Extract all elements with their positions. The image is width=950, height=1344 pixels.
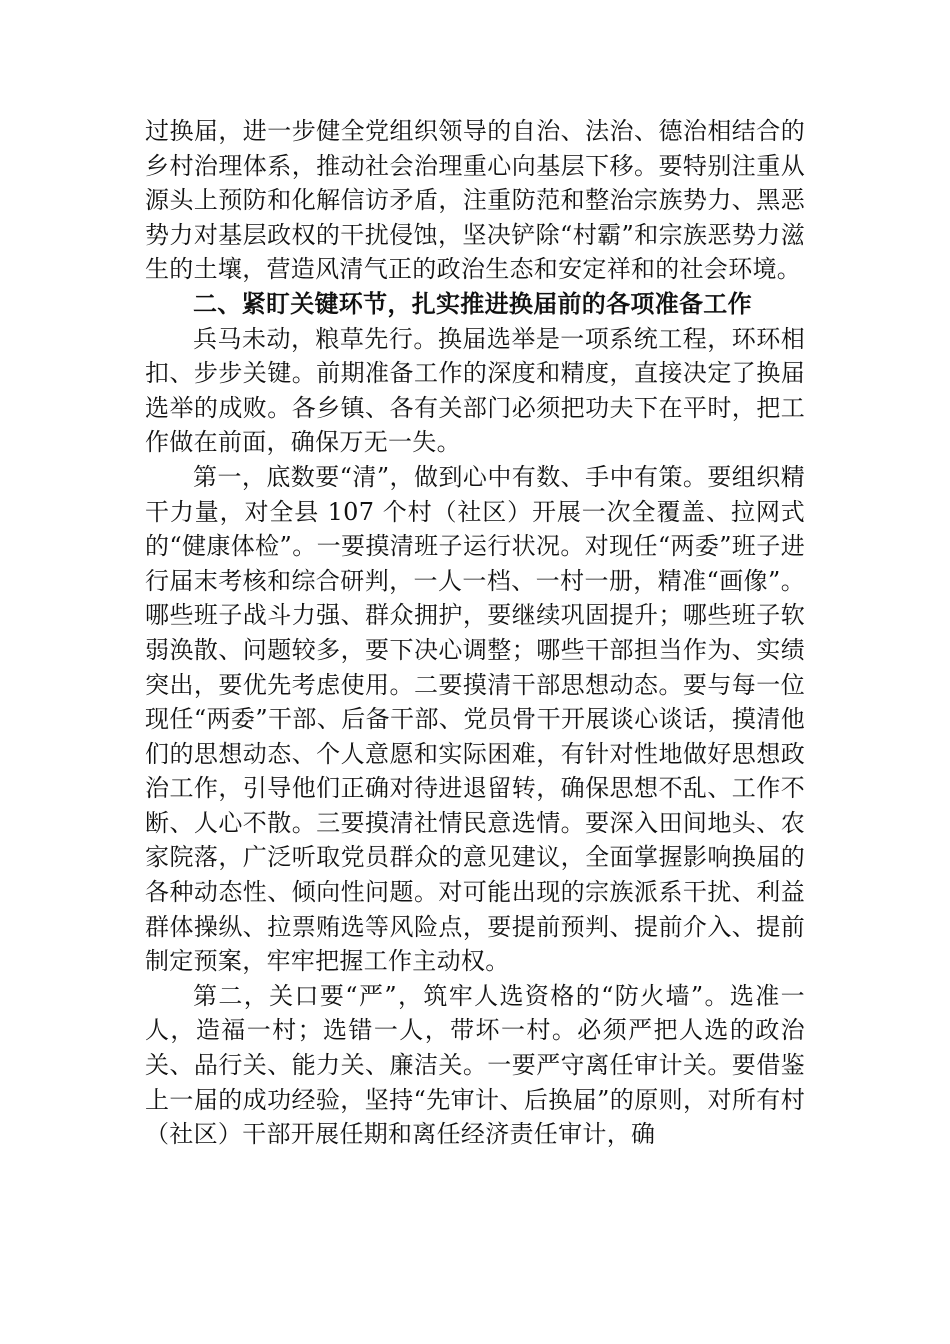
section-heading: 二、紧盯关键环节，扎实推进换届前的各项准备工作 bbox=[193, 289, 752, 318]
paragraph-first-point: 第一，底数要“清”，做到心中有数、手中有策。要组织精干力量，对全县 107 个村（社区）开展一次全覆盖、拉网式的“健康体检”。一要摸清班子运行状况。对现任“两委”班子进行届末考核和综合研判，一人一档、一村一册，精准“画像”。哪些班子战斗力强、群众拥护，要继续巩固提升；哪些班子软弱涣散、问题较多，要下决心调整；哪些干部担当作为、实绩突出，要优先考虑使用。二要摸清干部思想动态。要与每一位现任“两委”干部、后备干部、党员骨干开展谈心谈话，摸清他们的思想动态、个人意愿和实际困难，有针对性地做好思想政治工作，引导他们正确对待进退留转，确保思想不乱、工作不断、人心不散。三要摸清社情民意选情。要深入田间地头、农家院落，广泛听取党员群众的意见建议，全面掌握影响换届的各种动态性、倾向性问题。对可能出现的宗族派系干扰、利益群体操纵、拉票贿选等风险点，要提前预判、提前介入、提前制定预案，牢牢把握工作主动权。 bbox=[145, 462, 805, 976]
document-body bbox=[145, 114, 805, 1152]
paragraph-second-point: 第二，关口要“严”，筑牢人选资格的“防火墙”。选准一人，造福一村；选错一人，带坏一村。必须严把人选的政治关、品行关、能力关、廉洁关。一要严守离任审计关。要借鉴上一届的成功经验，坚持“先审计、后换届”的原则，对所有村（社区）干部开展任期和离任经济责任审计，确 bbox=[145, 981, 805, 1149]
paragraph-continuation: 过换届，进一步健全党组织领导的自治、法治、德治相结合的乡村治理体系，推动社会治理重心向基层下移。要特别注重从源头上预防和化解信访矛盾，注重防范和整治宗族势力、黑恶势力对基层政权的干扰侵蚀，坚决铲除“村霸”和宗族恶势力滋生的土壤，营造风清气正的政治生态和安定祥和的社会环境。 bbox=[145, 117, 805, 284]
paragraph-intro: 兵马未动，粮草先行。换届选举是一项系统工程，环环相扣、步步关键。前期准备工作的深度和精度，直接决定了换届选举的成败。各乡镇、各有关部门必须把功夫下在平时，把工作做在前面，确保万无一失。 bbox=[145, 324, 805, 457]
